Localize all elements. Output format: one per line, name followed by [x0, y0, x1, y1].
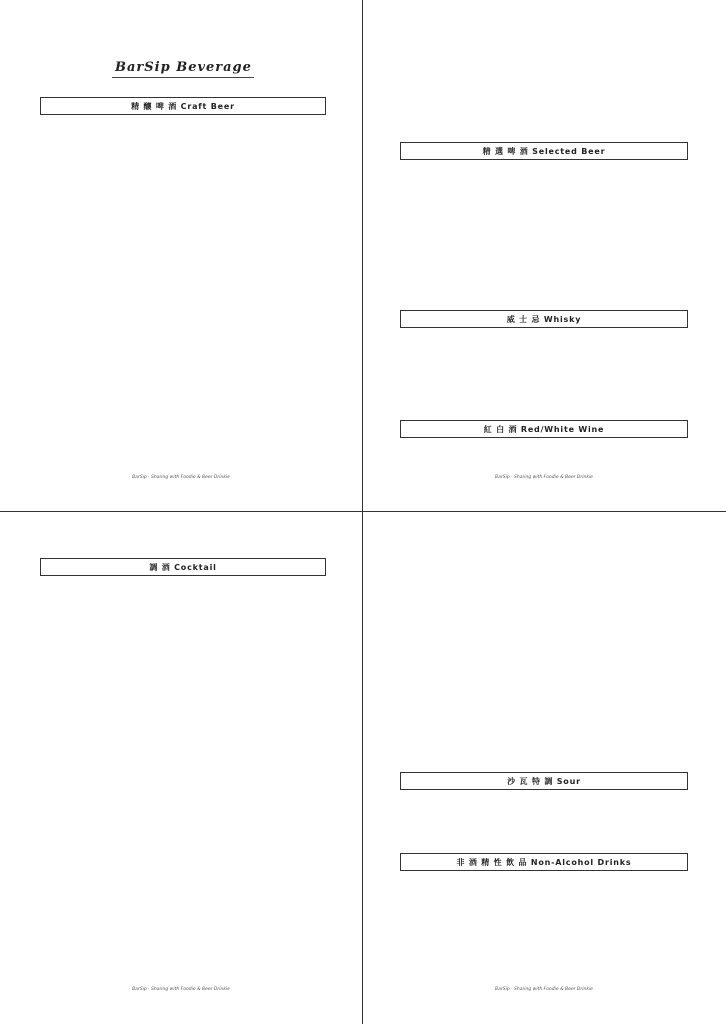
- footer-tagline: BarSip · Sharing with Foodie & Beer Drinkie: [132, 987, 230, 992]
- menu-page-selected-beer: [363, 0, 725, 511]
- footer-tagline: BarSip · Sharing with Foodie & Beer Drinkie: [495, 475, 593, 480]
- menu-page-sour-non-alcohol: [363, 512, 725, 1023]
- brand-title: BarSip Beverage: [115, 60, 252, 75]
- footer-tagline: BarSip · Sharing with Foodie & Beer Drinkie: [132, 475, 230, 480]
- menu-page-cocktail: [0, 512, 362, 1023]
- section-header-wine: 紅 白 酒 Red/White Wine: [400, 420, 688, 438]
- section-header-selected-beer: 精 選 啤 酒 Selected Beer: [400, 142, 688, 160]
- page-footer: [0, 474, 362, 481]
- section-header-sour: 沙 瓦 特 調 Sour: [400, 772, 688, 790]
- section-header-whisky: 威 士 忌 Whisky: [400, 310, 688, 328]
- section-header-cocktail: 調 酒 Cocktail: [40, 558, 326, 576]
- brand-underline: [112, 77, 254, 78]
- section-header-non-alcohol: 非 酒 精 性 飲 品 Non-Alcohol Drinks: [400, 853, 688, 871]
- page-footer: [363, 474, 725, 481]
- page-footer: [0, 986, 362, 993]
- page-footer: [363, 986, 725, 993]
- menu-page-craft-beer: [0, 0, 362, 511]
- footer-tagline: BarSip · Sharing with Foodie & Beer Drinkie: [495, 987, 593, 992]
- section-header-craft-beer: 精 釀 啤 酒 Craft Beer: [40, 97, 326, 115]
